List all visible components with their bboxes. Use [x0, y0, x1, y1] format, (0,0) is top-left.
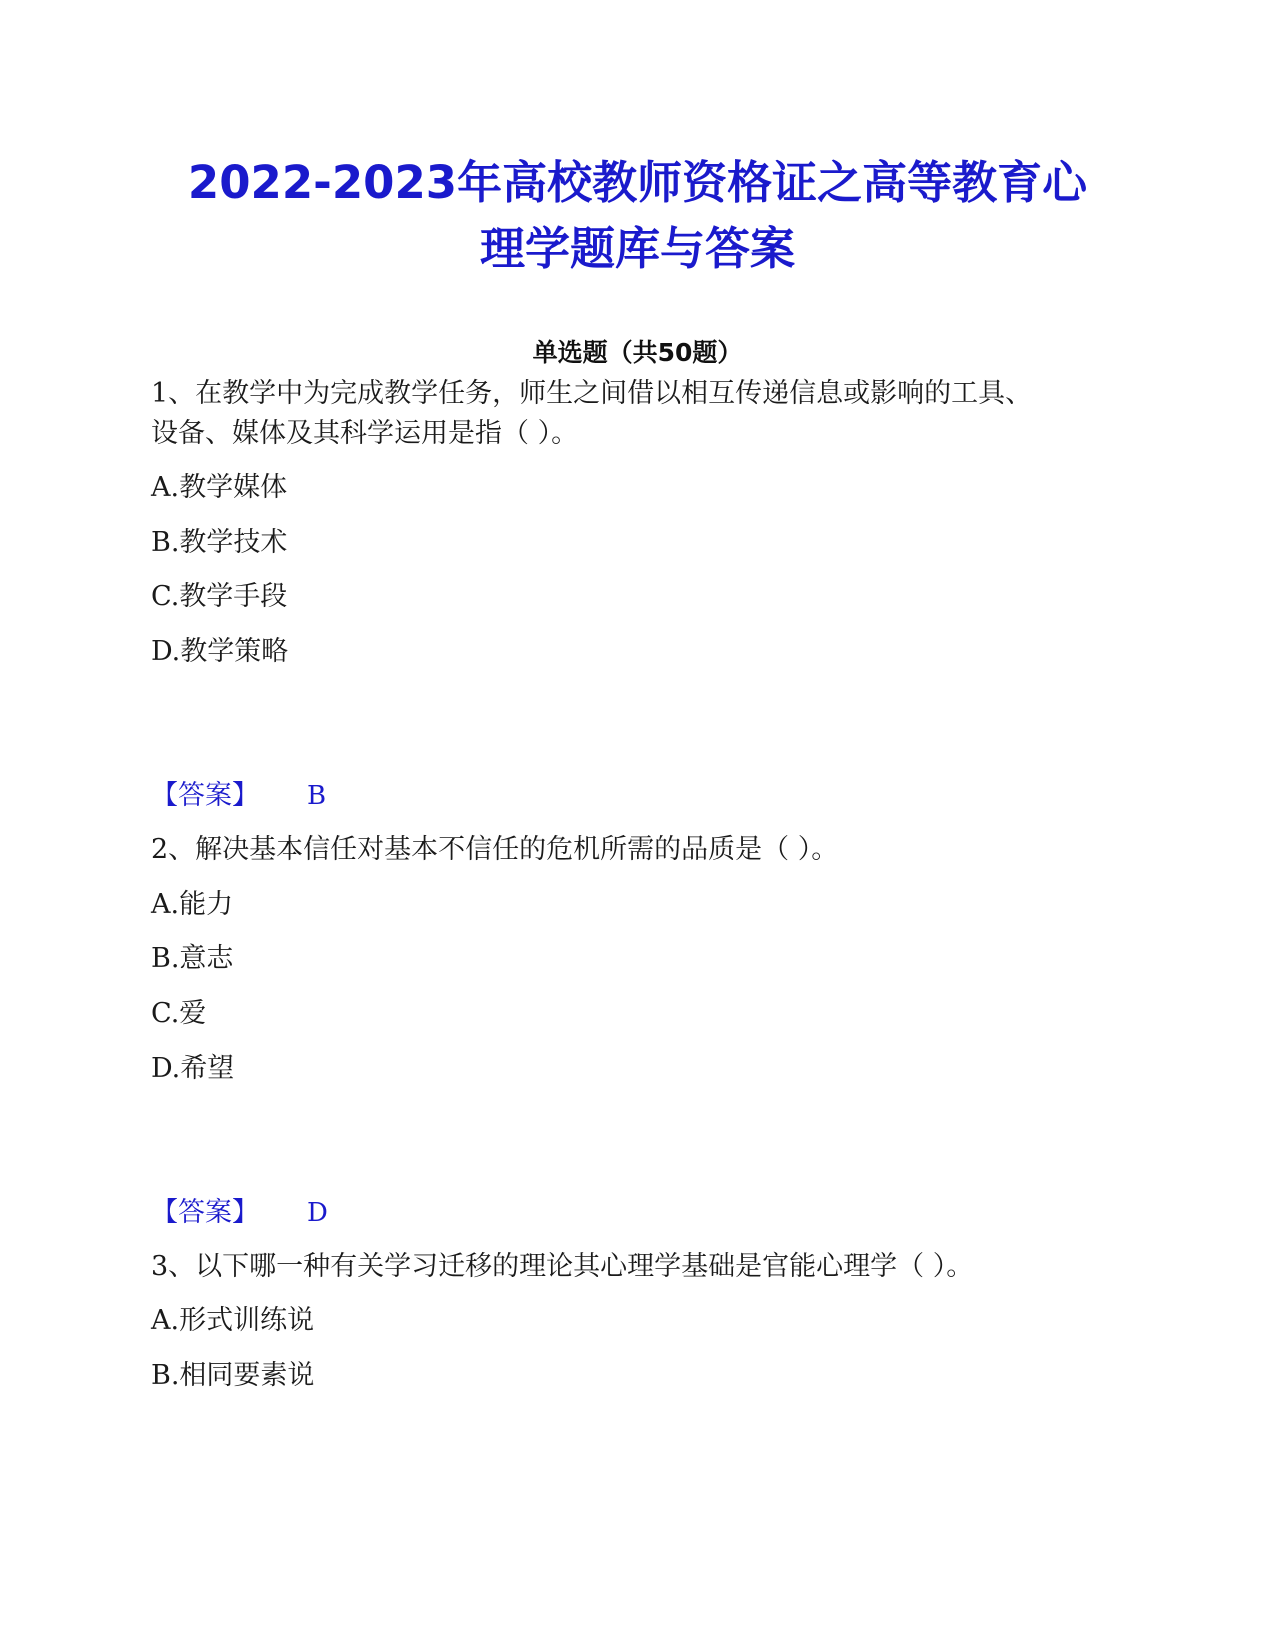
option-c: C.教学手段 [151, 581, 288, 612]
question-stem: 2、解决基本信任对基本不信任的危机所需的品质是（ ）。 [151, 834, 839, 865]
answer-line [151, 776, 326, 816]
answer-value: D [307, 1198, 328, 1228]
option-a: A.形式训练说 [151, 1305, 315, 1336]
option-c: C.爱 [151, 998, 207, 1029]
option-d: D.希望 [151, 1053, 235, 1084]
question-stem: 设备、媒体及其科学运用是指（ ）。 [151, 418, 579, 449]
answer-label: 【答案】 [151, 780, 259, 811]
option-b: B.意志 [151, 943, 234, 974]
document-title-line-1: 2022-2023年高校教师资格证之高等教育心 [187, 156, 1088, 209]
question-stem: 1、在教学中为完成教学任务，师生之间借以相互传递信息或影响的工具、 [151, 378, 1033, 409]
document-title-line-2: 理学题库与答案 [479, 222, 795, 275]
option-d: D.教学策略 [151, 636, 289, 667]
option-a: A.能力 [151, 889, 234, 920]
question-stem: 3、以下哪一种有关学习迁移的理论其心理学基础是官能心理学（ ）。 [151, 1251, 974, 1282]
option-b: B.教学技术 [151, 527, 288, 558]
answer-label: 【答案】 [151, 1197, 259, 1228]
answer-line [151, 1193, 328, 1233]
answer-value: B [307, 781, 327, 811]
option-a: A.教学媒体 [151, 472, 288, 503]
section-heading: 单选题（共50题） [532, 338, 743, 367]
option-b: B.相同要素说 [151, 1360, 315, 1391]
